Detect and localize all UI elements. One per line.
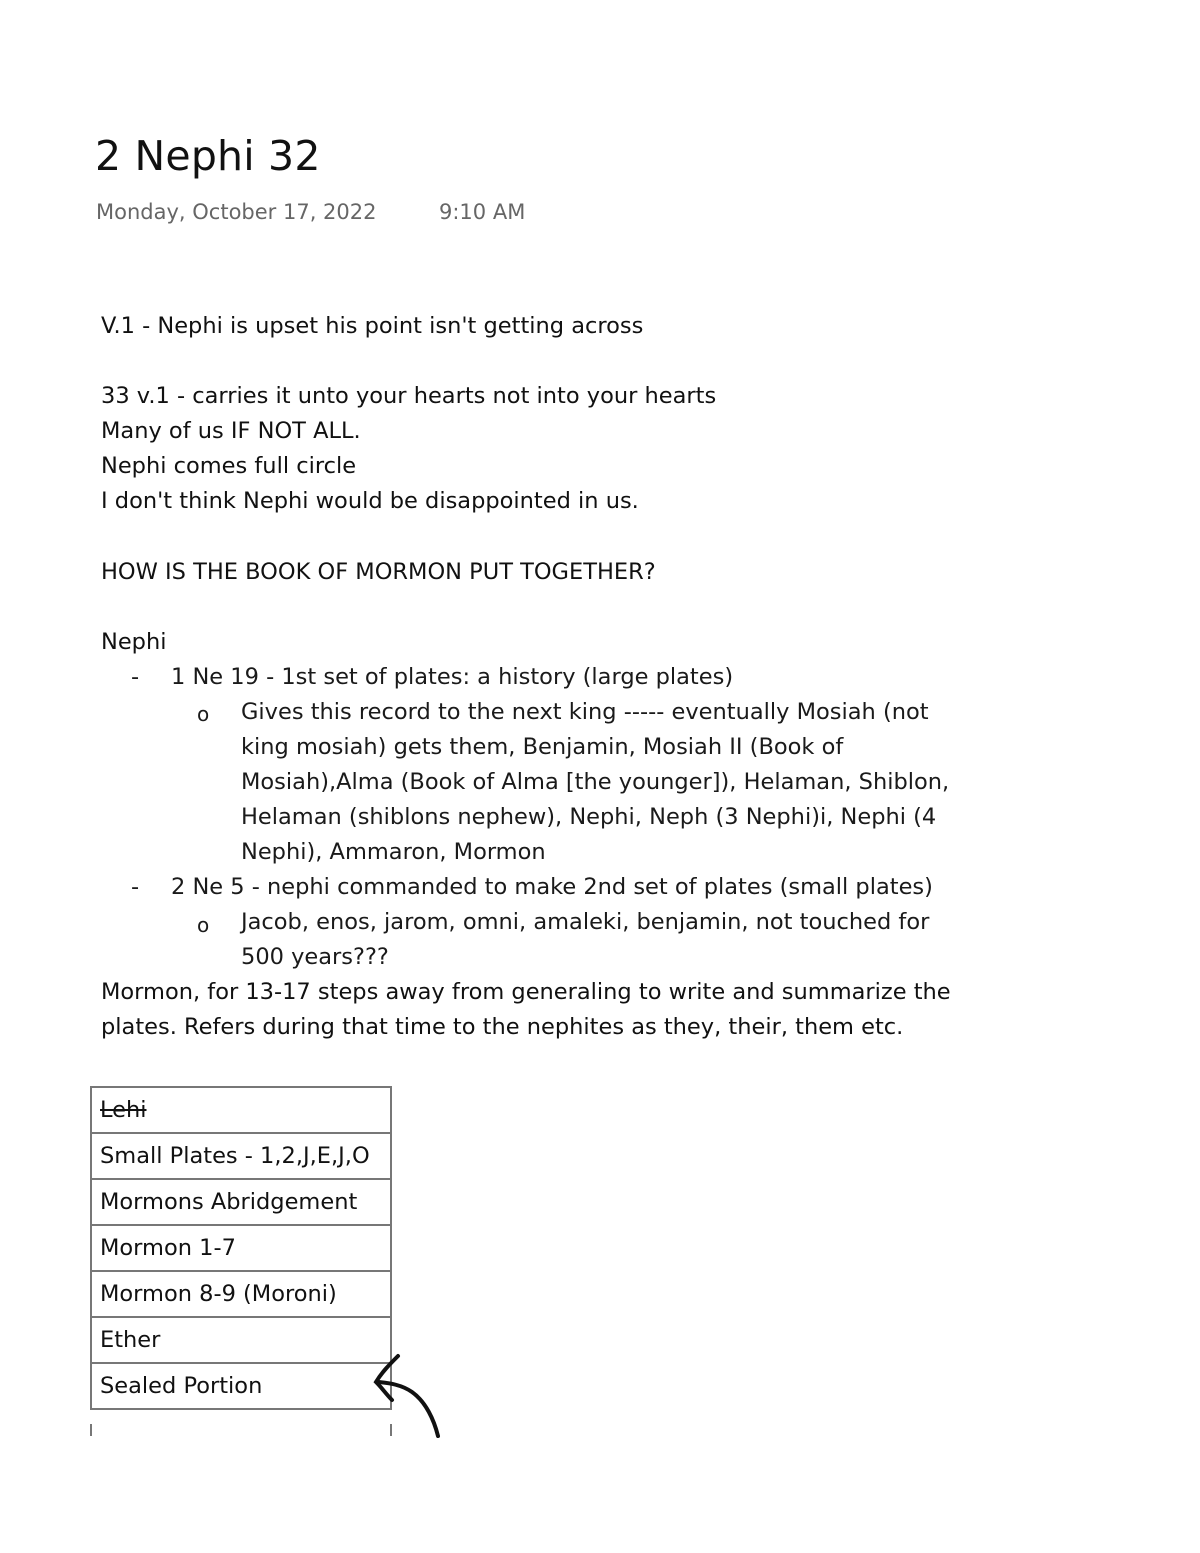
page-time: 9:10 AM <box>439 200 526 224</box>
nephi-heading: Nephi <box>101 629 167 655</box>
mormon-note-line: Mormon, for 13-17 steps away from generaling to write and summarize the <box>101 979 951 1005</box>
sub-item-line: Mosiah),Alma (Book of Alma [the younger]), Helaman, Shiblon, <box>241 769 950 795</box>
ch33-line: Many of us IF NOT ALL. <box>101 418 361 444</box>
table-row <box>91 1179 391 1225</box>
ch33-line: Nephi comes full circle <box>101 453 357 479</box>
page-date: Monday, October 17, 2022 <box>96 200 377 224</box>
mormon-note-line: plates. Refers during that time to the nephites as they, their, them etc. <box>101 1014 904 1040</box>
sub-item-line: 500 years??? <box>241 944 389 970</box>
ch33-line: 33 v.1 - carries it unto your hearts not into your hearts <box>101 383 717 409</box>
table-row <box>91 1271 391 1317</box>
table-cell: Mormons Abridgement <box>91 1179 391 1225</box>
table-row <box>91 1317 391 1363</box>
table-row <box>91 1363 391 1409</box>
table-cutoff-row <box>90 1424 392 1436</box>
page-meta <box>96 200 526 224</box>
table-cell: Sealed Portion <box>91 1363 391 1409</box>
table-cell: Small Plates - 1,2,J,E,J,O <box>91 1133 391 1179</box>
sub-item-line: Gives this record to the next king ----- eventually Mosiah (not <box>241 699 929 725</box>
dash-bullet: - <box>131 874 140 900</box>
sub-item-line: Helaman (shiblons nephew), Nephi, Neph (3 Nephi)i, Nephi (4 <box>241 804 937 830</box>
sub-item-line: king mosiah) gets them, Benjamin, Mosiah II (Book of <box>241 734 844 760</box>
sub-item-line: Nephi), Ammaron, Mormon <box>241 839 546 865</box>
table-cell: Ether <box>91 1317 391 1363</box>
dash-bullet: - <box>131 664 140 690</box>
list-item-small-plates: 2 Ne 5 - nephi commanded to make 2nd set of plates (small plates) <box>171 874 933 900</box>
table-cell: Mormon 8-9 (Moroni) <box>91 1271 391 1317</box>
sub-item-line: Jacob, enos, jarom, omni, amaleki, benjamin, not touched for <box>241 909 930 935</box>
table-cell: Mormon 1-7 <box>91 1225 391 1271</box>
circle-bullet: o <box>197 702 210 726</box>
list-item-large-plates: 1 Ne 19 - 1st set of plates: a history (large plates) <box>171 664 734 690</box>
table-cell-struck: Lehi <box>91 1087 391 1133</box>
ch33-line: I don't think Nephi would be disappointed in us. <box>101 488 639 514</box>
table-row <box>91 1087 391 1133</box>
plates-table <box>90 1086 392 1410</box>
verse-1-note: V.1 - Nephi is upset his point isn't getting across <box>101 313 644 339</box>
table-row <box>91 1225 391 1271</box>
circle-bullet: o <box>197 913 210 937</box>
page-title: 2 Nephi 32 <box>95 132 321 180</box>
handwritten-arrow-icon <box>368 1350 448 1440</box>
table-row <box>91 1133 391 1179</box>
section-question: HOW IS THE BOOK OF MORMON PUT TOGETHER? <box>101 559 656 585</box>
